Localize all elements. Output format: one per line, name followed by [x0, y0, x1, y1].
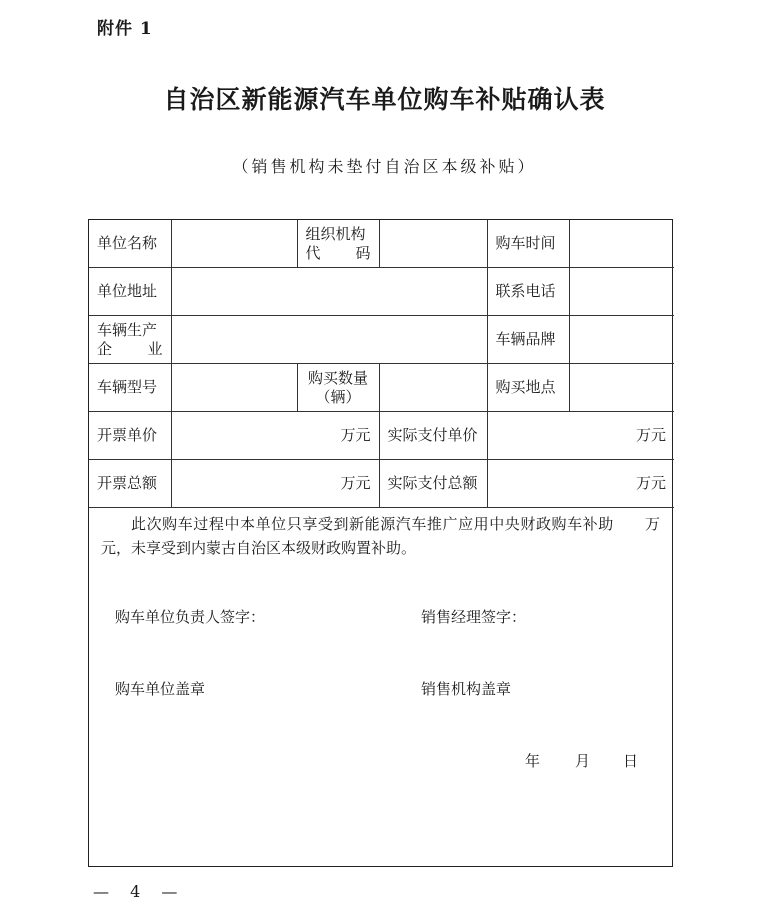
unit-address-field[interactable] [171, 268, 487, 316]
brand-field[interactable] [569, 316, 674, 364]
table-row [89, 220, 674, 268]
unit-address-label: 单位地址 [89, 268, 171, 316]
date-month-label: 月 [575, 752, 591, 770]
confirmation-form [88, 219, 673, 867]
invoice-total-label: 开票总额 [89, 460, 171, 508]
brand-label: 车辆品牌 [487, 316, 569, 364]
invoice-unit-price-unit: 万元 [340, 426, 371, 444]
contact-phone-label: 联系电话 [487, 268, 569, 316]
manufacturer-char-2: 业 [147, 339, 163, 358]
org-code-field[interactable] [379, 220, 487, 268]
actual-unit-price-label: 实际支付单价 [379, 412, 487, 460]
table-row [89, 412, 674, 460]
actual-unit-price-field[interactable] [487, 412, 674, 460]
purchase-place-field[interactable] [569, 364, 674, 412]
quantity-label [297, 364, 379, 412]
purchaser-signature-label: 购车单位负责人签字： [115, 608, 266, 626]
unit-name-label: 单位名称 [89, 220, 171, 268]
invoice-unit-price-field[interactable] [171, 412, 379, 460]
document-subtitle: （销售机构未垫付自治区本级补贴） [232, 157, 537, 176]
manufacturer-label-line2 [97, 340, 163, 359]
manufacturer-label-line1: 车辆生产 [97, 320, 158, 339]
page-number: — 4 — [93, 882, 186, 901]
table-row [89, 316, 674, 364]
unit-name-field[interactable] [171, 220, 297, 268]
date-year-label: 年 [525, 752, 541, 770]
manufacturer-field[interactable] [171, 316, 487, 364]
form-table [89, 220, 674, 508]
attachment-label: 附件 1 [97, 19, 153, 39]
quantity-label-line1: 购买数量 [307, 368, 368, 387]
model-label: 车辆型号 [89, 364, 171, 412]
org-code-label [297, 220, 379, 268]
purchaser-seal-label: 购车单位盖章 [115, 680, 206, 698]
sales-org-seal-label: 销售机构盖章 [421, 680, 512, 698]
document-title: 自治区新能源汽车单位购车补贴确认表 [163, 85, 606, 114]
quantity-label-line2: （辆） [315, 387, 361, 406]
invoice-unit-price-label: 开票单价 [89, 412, 171, 460]
actual-total-unit: 万元 [635, 474, 666, 492]
org-code-label-line2 [306, 244, 371, 263]
purchase-place-label: 购买地点 [487, 364, 569, 412]
org-code-char-1: 代 [305, 243, 321, 262]
table-row [89, 268, 674, 316]
purchase-time-field[interactable] [569, 220, 674, 268]
subsidy-statement: 此次购车过程中本单位只享受到新能源汽车推广应用中央财政购车补助 万元，未享受到内蒙古自治区本级财政购置补助。 [101, 515, 660, 557]
contact-phone-field[interactable] [569, 268, 674, 316]
actual-total-label: 实际支付总额 [379, 460, 487, 508]
table-row [89, 364, 674, 412]
purchase-time-label: 购车时间 [487, 220, 569, 268]
org-code-char-2: 码 [355, 243, 371, 262]
table-row [89, 460, 674, 508]
invoice-total-field[interactable] [171, 460, 379, 508]
quantity-field[interactable] [379, 364, 487, 412]
invoice-total-unit: 万元 [340, 474, 371, 492]
actual-total-field[interactable] [487, 460, 674, 508]
manufacturer-label [89, 316, 171, 364]
sales-manager-signature-label: 销售经理签字： [421, 608, 527, 626]
manufacturer-char-1: 企 [97, 339, 113, 358]
model-field[interactable] [171, 364, 297, 412]
actual-unit-price-unit: 万元 [635, 426, 666, 444]
org-code-label-line1: 组织机构 [305, 224, 366, 243]
date-day-label: 日 [623, 752, 639, 770]
